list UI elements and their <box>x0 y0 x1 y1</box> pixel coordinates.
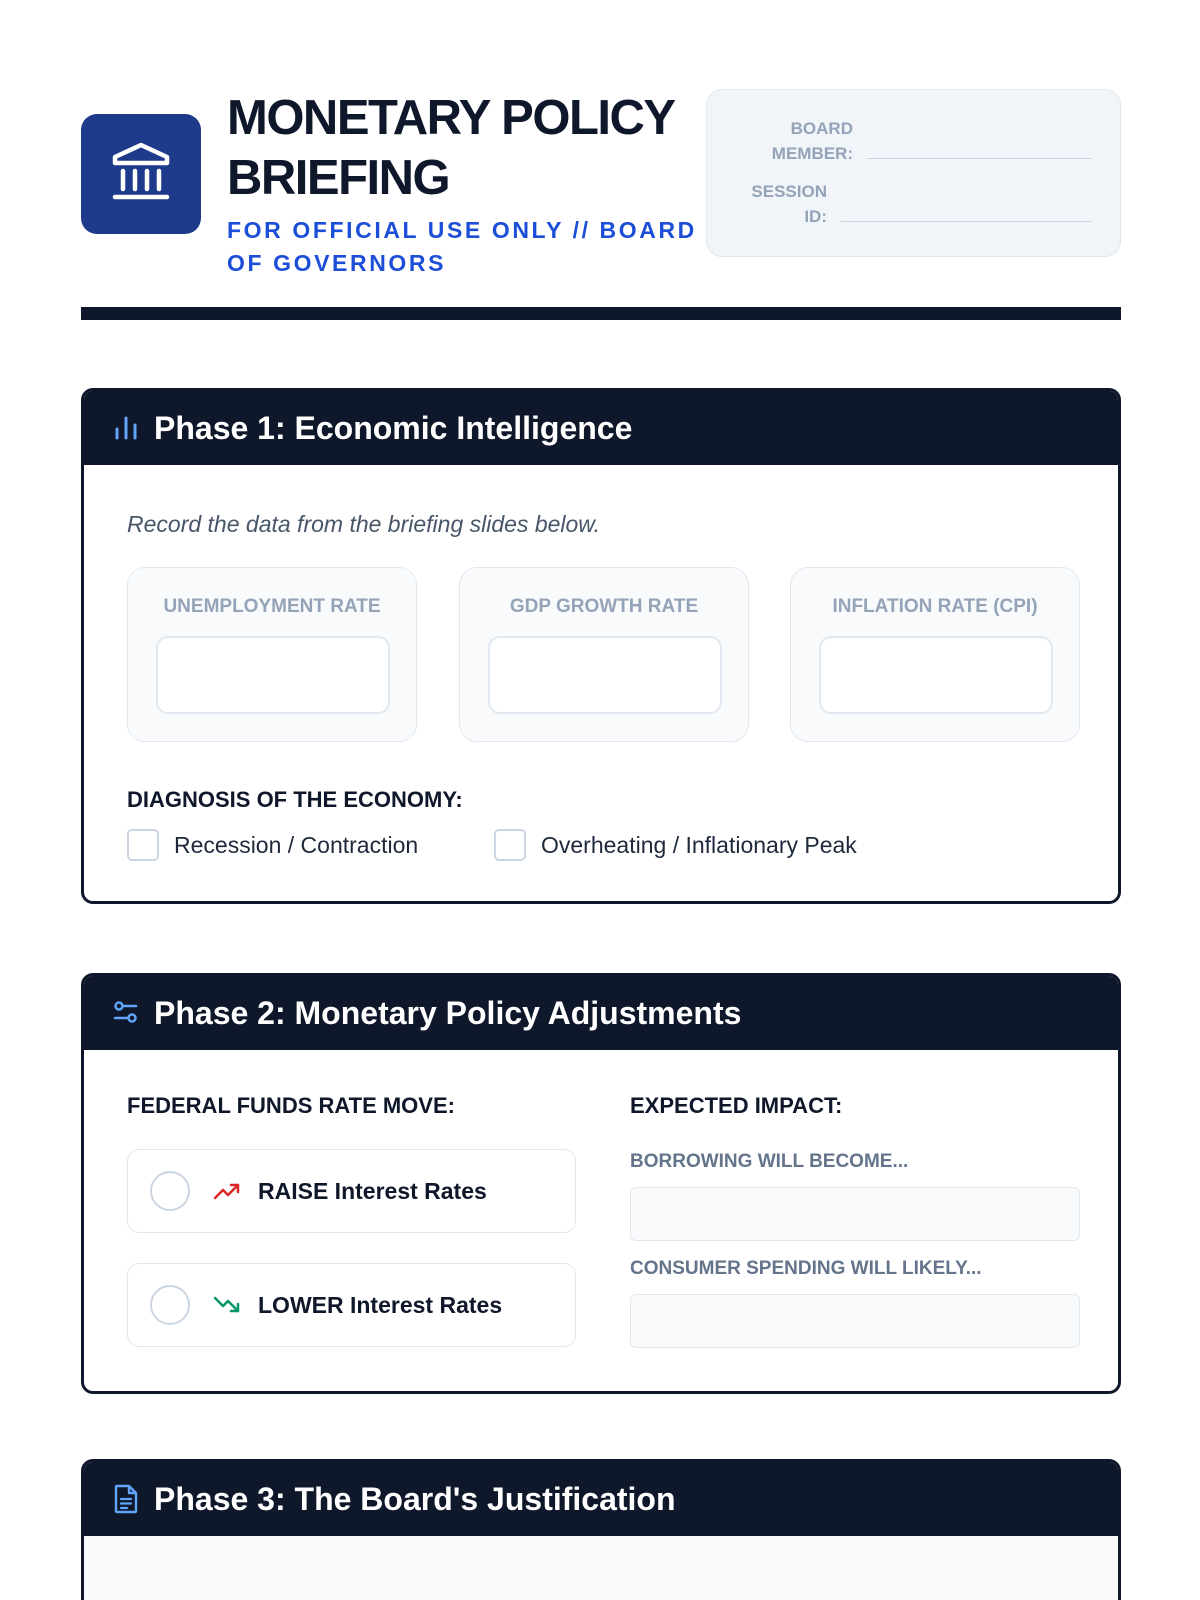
phase2-card <box>81 973 1121 1394</box>
session-id-field[interactable] <box>841 221 1092 222</box>
recession-checkbox[interactable] <box>127 829 159 861</box>
bank-building-icon <box>111 141 171 208</box>
phase1-header <box>84 391 1118 465</box>
header-divider <box>81 307 1121 320</box>
consumer-spending-input[interactable] <box>630 1294 1080 1348</box>
board-member-row <box>767 116 1092 166</box>
board-member-field[interactable] <box>867 158 1092 159</box>
page-title: MONETARY POLICY BRIEFING <box>227 91 674 205</box>
metric-label: GDP GROWTH RATE <box>509 596 699 617</box>
document-icon <box>110 1483 142 1515</box>
checkbox-label: Overheating / Inflationary Peak <box>541 831 857 858</box>
phase1-card <box>81 388 1121 904</box>
diagnosis-label: DIAGNOSIS OF THE ECONOMY: <box>127 787 463 812</box>
phase1-instruction: Record the data from the briefing slides below. <box>127 511 601 537</box>
document-header <box>81 88 1121 276</box>
board-member-label: BOARD MEMBER: <box>771 119 853 163</box>
metric-inflation <box>790 567 1080 742</box>
diagnosis-option-overheating[interactable] <box>494 829 857 861</box>
metric-label: UNEMPLOYMENT RATE <box>163 596 381 617</box>
lower-rates-option[interactable] <box>127 1263 576 1347</box>
inflation-rate-input[interactable] <box>819 636 1053 714</box>
title-block <box>227 88 697 280</box>
phase2-title: Phase 2: Monetary Policy Adjustments <box>154 994 742 1031</box>
unemployment-rate-input[interactable] <box>156 636 390 714</box>
logo-badge <box>81 114 201 234</box>
lower-rates-label: LOWER Interest Rates <box>258 1291 503 1318</box>
phase1-title: Phase 1: Economic Intelligence <box>154 409 633 446</box>
raise-rates-label: RAISE Interest Rates <box>258 1177 487 1204</box>
borrowing-label: BORROWING WILL BECOME... <box>630 1151 909 1172</box>
trend-down-icon <box>212 1290 242 1320</box>
bar-chart-icon <box>110 412 142 444</box>
raise-rates-option[interactable] <box>127 1149 576 1233</box>
diagnosis-option-recession[interactable] <box>127 829 418 861</box>
sliders-icon <box>110 997 142 1029</box>
expected-impact-label: EXPECTED IMPACT: <box>630 1093 843 1118</box>
phase3-body <box>84 1536 1118 1600</box>
rate-move-label: FEDERAL FUNDS RATE MOVE: <box>127 1093 455 1118</box>
lower-rates-radio[interactable] <box>150 1285 190 1325</box>
page-subtitle: FOR OFFICIAL USE ONLY // BOARD OF GOVERNORS <box>227 217 697 276</box>
metric-unemployment <box>127 567 417 742</box>
gdp-growth-rate-input[interactable] <box>488 636 722 714</box>
session-id-label: SESSION ID: <box>751 182 827 226</box>
raise-rates-radio[interactable] <box>150 1171 190 1211</box>
phase3-title: Phase 3: The Board's Justification <box>154 1480 676 1517</box>
consumer-spending-label: CONSUMER SPENDING WILL LIKELY... <box>630 1258 982 1279</box>
phase3-card <box>81 1459 1121 1600</box>
session-id-row[interactable] <box>747 179 1092 229</box>
checkbox-label: Recession / Contraction <box>174 831 419 858</box>
identification-card <box>706 89 1121 257</box>
phase2-header <box>84 976 1118 1050</box>
metric-gdp <box>459 567 749 742</box>
metric-label: INFLATION RATE (CPI) <box>832 596 1038 617</box>
trend-up-icon <box>212 1176 242 1206</box>
phase3-header <box>84 1462 1118 1536</box>
overheating-checkbox[interactable] <box>494 829 526 861</box>
borrowing-input[interactable] <box>630 1187 1080 1241</box>
